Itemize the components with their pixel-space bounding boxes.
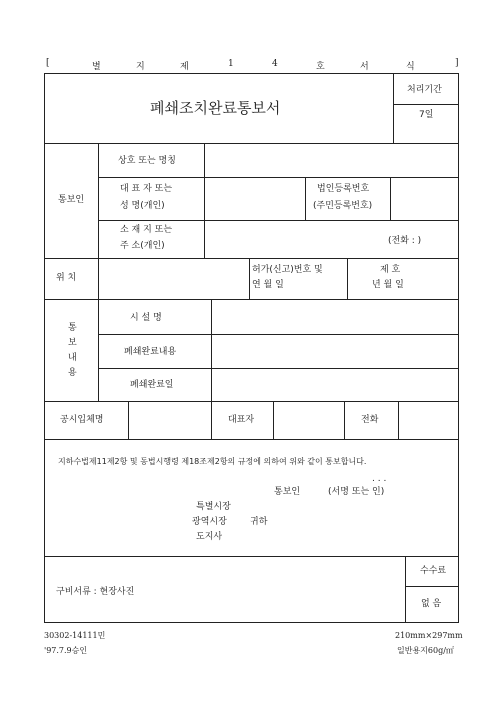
permit-no-label: 제 호 (380, 265, 401, 275)
content-label-char: 통 (68, 323, 77, 333)
content-label-char: 보 (68, 338, 77, 348)
header-char: 1 (228, 59, 234, 69)
closure-content-label: 폐쇄완료내용 (124, 347, 177, 357)
permit-label: 연 월 일 (252, 280, 284, 290)
processing-period-label: 처리기간 (407, 85, 442, 95)
corp-reg-label: (주민등록번호) (313, 201, 373, 211)
permit-date-label: 년 월 일 (372, 280, 404, 290)
contractor-phone-label: 전화 (361, 415, 379, 425)
processing-period-value: 7일 (419, 110, 434, 120)
header-char: 제 (180, 62, 189, 72)
recipient-province: 도지사 (196, 532, 223, 542)
fee-label: 수수료 (420, 566, 447, 576)
address-label: 주 소(개인) (120, 241, 165, 251)
docs-label: 구비서류 : 현장사진 (56, 587, 135, 597)
date-marks: . . . (372, 474, 387, 484)
facility-name-label: 시 설 명 (130, 313, 162, 323)
phone-paren: (전화 : ) (388, 236, 422, 246)
header-left-bracket: [ (46, 58, 50, 68)
header-right-bracket: ] (455, 58, 459, 68)
header-char: 식 (406, 62, 415, 72)
location-label: 위 치 (56, 273, 77, 283)
paper-size: 210mm×297mm (395, 631, 463, 640)
header-char: 4 (272, 59, 278, 69)
contractor-label: 공시입체명 (60, 415, 104, 425)
closure-date-label: 폐쇄완료일 (130, 380, 174, 390)
approval-date: '97.7.9승인 (44, 646, 88, 655)
paper-type: 일반용지60g/㎡ (397, 646, 454, 655)
recipient-suffix: 귀하 (250, 517, 268, 527)
contractor-rep-label: 대표자 (228, 415, 255, 425)
statement-text: 지하수법제11제2항 및 동법시행령 제18조제2항의 규정에 의하여 위와 같이 통보합니다. (58, 457, 367, 466)
form-title: 폐쇄조치완료통보서 (150, 99, 281, 117)
header-char: 호 (316, 62, 325, 72)
fee-value: 없 음 (421, 599, 442, 609)
header-char: 별 (92, 62, 101, 72)
representative-label: 성 명(개인) (120, 201, 165, 211)
header-char: 지 (136, 62, 145, 72)
signer-note: (서명 또는 인) (328, 487, 385, 497)
signer-label: 통보인 (274, 487, 301, 497)
permit-label: 허가(신고)번호 및 (252, 265, 323, 275)
notifier-label: 통보인 (58, 195, 85, 205)
header-char: 서 (360, 62, 369, 72)
recipient-metro-city: 광역시장 (192, 517, 227, 527)
corp-reg-label: 법인등록번호 (317, 184, 370, 194)
company-name-label: 상호 또는 명칭 (118, 156, 176, 166)
form-number: 30302-14111민 (44, 631, 106, 640)
address-label: 소 재 지 또는 (120, 225, 173, 235)
representative-label: 대 표 자 또는 (120, 184, 173, 194)
content-label-char: 용 (68, 368, 77, 378)
recipient-special-city: 특별시장 (196, 502, 231, 512)
content-label-char: 내 (68, 353, 77, 363)
